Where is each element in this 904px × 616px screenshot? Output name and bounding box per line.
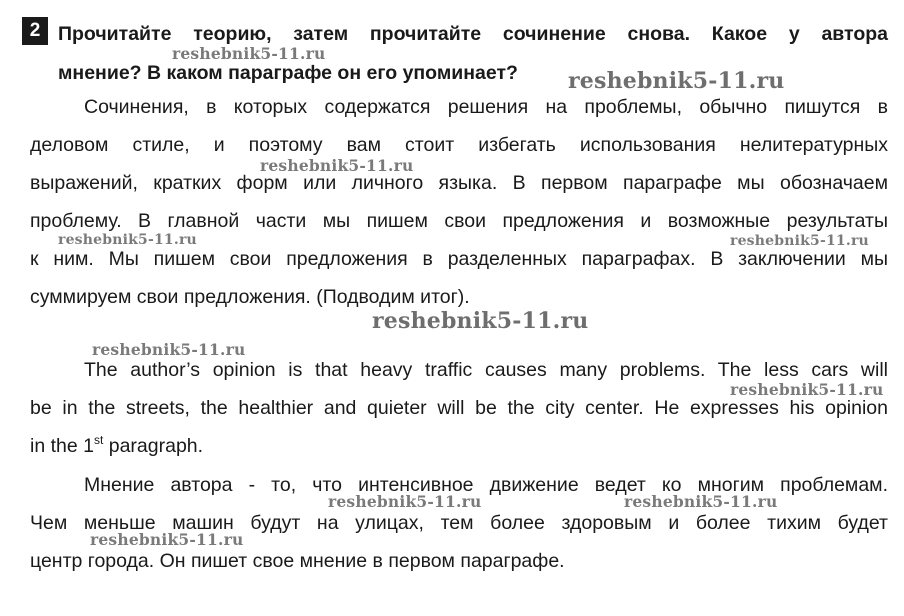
- watermark: reshebnik5-11.ru: [730, 380, 884, 399]
- text-line: Чем меньше машин будут на улицах, тем более здоровым и более тихим будет: [30, 512, 888, 534]
- task-number-badge: [22, 17, 48, 45]
- watermark: reshebnik5-11.ru: [90, 530, 244, 549]
- text-line: суммируем свои предложения. (Подводим итог).: [30, 286, 470, 308]
- watermark: reshebnik5-11.ru: [92, 340, 246, 359]
- watermark: reshebnik5-11.ru: [372, 308, 589, 334]
- text-line: [30, 427, 888, 465]
- text-line: Мнение автора - то, что интенсивное движение ведет ко многим проблемам.: [84, 474, 888, 496]
- text-line: деловом стиле, и поэтому вам стоит избегать использования нелитературных: [30, 134, 888, 156]
- ordinal-suffix: st: [93, 433, 104, 447]
- text-line: be in the streets, the healthier and quieter will be the city center. He expresses his opinion: [30, 397, 888, 419]
- watermark: reshebnik5-11.ru: [58, 232, 197, 248]
- theory-paragraph: [30, 88, 888, 316]
- text-line: к ним. Мы пишем свои предложения в разделенных параграфах. В заключении мы: [30, 248, 888, 270]
- text-line: проблему. В главной части мы пишем свои предложения и возможные результаты: [30, 210, 888, 232]
- text-fragment: paragraph.: [103, 435, 204, 457]
- english-answer-paragraph: [30, 351, 888, 465]
- task-number: 2: [29, 20, 41, 41]
- text-line: The author’s opinion is that heavy traffic causes many problems. The less cars will: [84, 359, 888, 381]
- task-instruction-line: Прочитайте теорию, затем прочитайте сочинение снова. Какое у автора: [58, 23, 888, 45]
- text-fragment: in the 1: [30, 435, 94, 457]
- watermark: reshebnik5-11.ru: [624, 492, 778, 511]
- task-instruction-line: мнение? В каком параграфе он его упоминает?: [58, 62, 518, 84]
- watermark: reshebnik5-11.ru: [568, 68, 785, 94]
- text-line: выражений, кратких форм или личного языка. В первом параграфе мы обозначаем: [30, 172, 888, 194]
- watermark: reshebnik5-11.ru: [730, 233, 869, 249]
- watermark: reshebnik5-11.ru: [172, 44, 326, 63]
- text-line: центр города. Он пишет свое мнение в первом параграфе.: [30, 550, 565, 572]
- text-line: Сочинения, в которых содержатся решения на проблемы, обычно пишутся в: [84, 96, 888, 118]
- russian-answer-paragraph: [30, 466, 888, 580]
- watermark: reshebnik5-11.ru: [328, 492, 482, 511]
- watermark: reshebnik5-11.ru: [260, 156, 414, 175]
